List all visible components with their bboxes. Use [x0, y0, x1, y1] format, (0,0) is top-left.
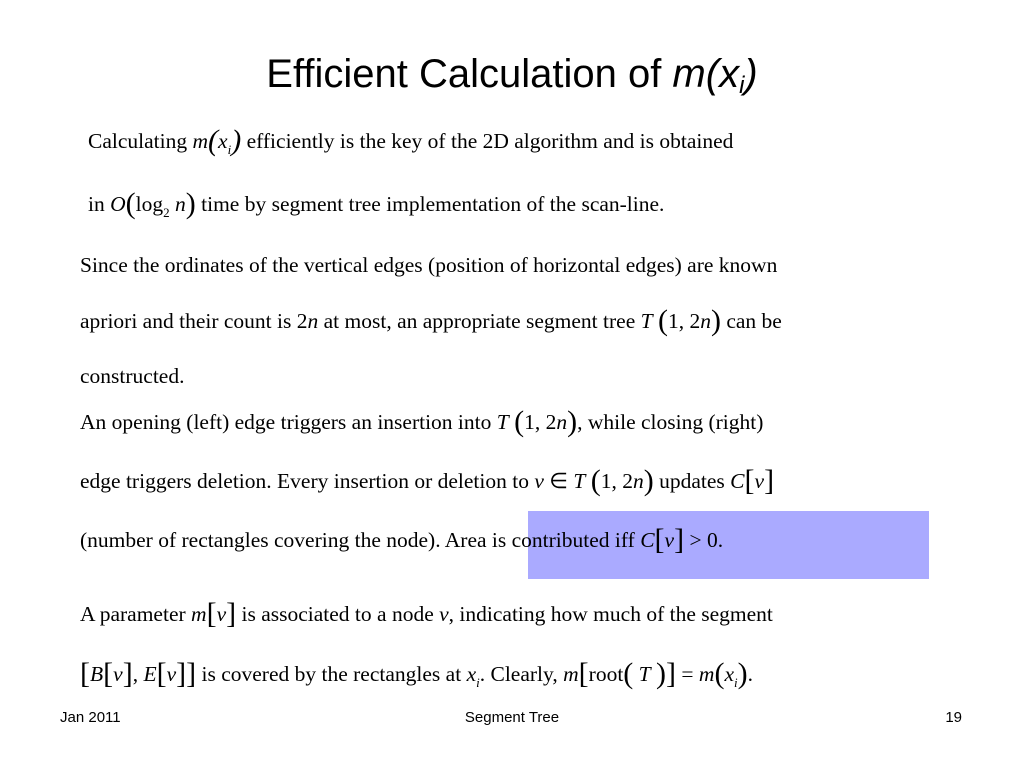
- paragraph-3-line-1: An opening (left) edge triggers an insertion into T (1, 2n), while closing (right): [80, 405, 764, 438]
- paragraph-4-line-2: [B[v], E[v]] is covered by the rectangles at $x_i$. Clearly, m[root( T )] = $m(x_i)$.: [80, 657, 753, 690]
- formula-c-v-gt-0: C[v] > 0.: [640, 523, 724, 556]
- highlighted-text: Area is contributed iff: [444, 528, 641, 552]
- paragraph-4-line-1: A parameter m[v] is associated to a node v, indicating how much of the segment: [80, 597, 773, 630]
- paragraph-2-line-1: Since the ordinates of the vertical edges (position of horizontal edges) are known: [80, 253, 778, 277]
- paragraph-2-line-3: constructed.: [80, 364, 185, 388]
- formula-t-1-2n: T (1, 2n): [640, 304, 721, 337]
- slide-number: 19: [945, 709, 962, 726]
- title-math: $m(x_i)$: [672, 52, 758, 99]
- formula-xi: $x_i$: [466, 662, 480, 690]
- formula-m-root-t: m[root( T )] = $m(x_i)$.: [563, 657, 753, 690]
- formula-v-in-t: v ∈ T (1, 2n): [534, 464, 654, 497]
- formula-c-v: C[v]: [730, 464, 775, 497]
- formula-2n: 2n: [296, 309, 319, 333]
- formula-t-1-2n: T (1, 2n): [496, 405, 578, 438]
- formula-m-v: m[v]: [191, 597, 237, 630]
- paragraph-1-line-2: in $O(\log_2$ n) time by segment tree implementation of the scan-line.: [88, 187, 665, 220]
- slide-title: Efficient Calculation of $m(x_i)$: [266, 52, 758, 99]
- formula-interval-bv-ev: [B[v], E[v]]: [80, 657, 197, 690]
- footer-date: Jan 2011: [60, 709, 121, 726]
- paragraph-3-line-2: edge triggers deletion. Every insertion or deletion to v ∈ T (1, 2n) updates C[v]: [80, 464, 775, 497]
- paragraph-1-line-1: Calculating $m(x_i)$ efficiently is the key of the 2D algorithm and is obtained: [88, 124, 734, 157]
- footer-title: Segment Tree: [464, 709, 560, 726]
- paragraph-3-line-3: (number of rectangles covering the node). Area is contributed iff C[v] > 0.: [80, 523, 724, 556]
- formula-o-log-n: $O(\log_2$ n): [110, 187, 196, 220]
- paragraph-2-line-2: apriori and their count is 2n at most, an appropriate segment tree T (1, 2n) can be: [80, 304, 782, 337]
- formula-m-xi: $m(x_i)$: [192, 124, 242, 157]
